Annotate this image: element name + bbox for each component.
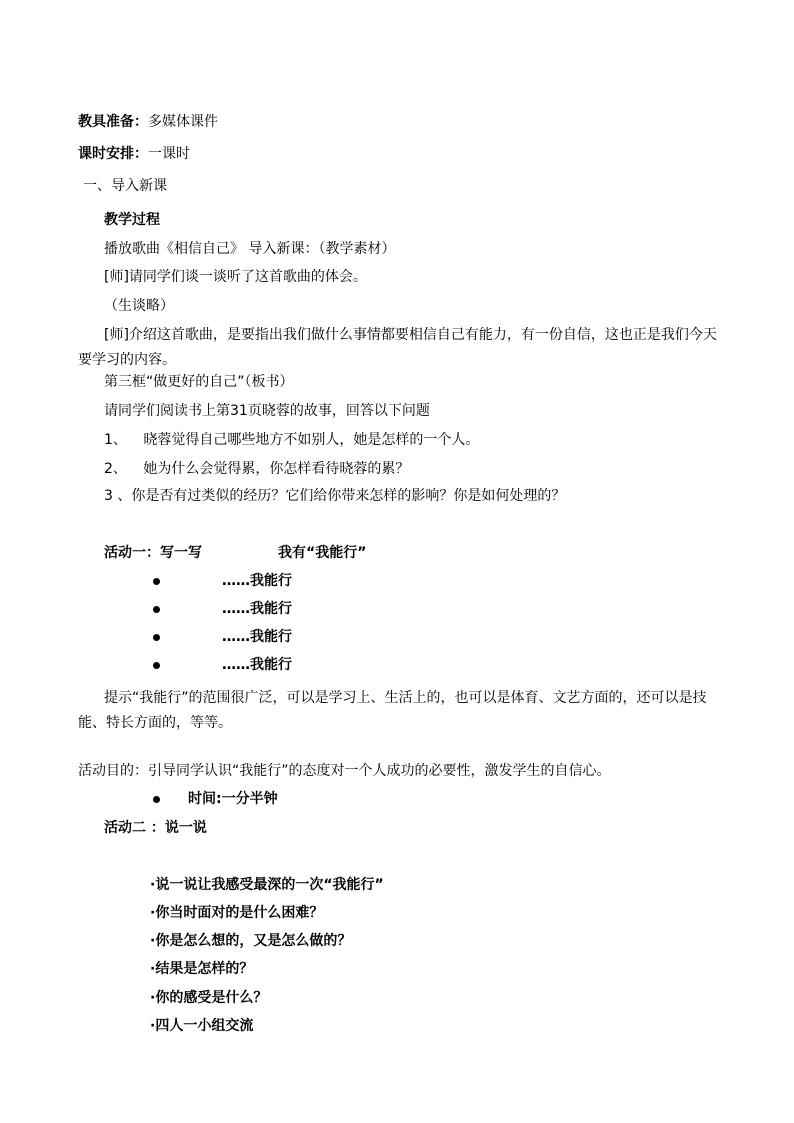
activity2-item: ·四人一小组交流 (150, 1018, 254, 1034)
question-number: 1、 (104, 432, 127, 448)
activity-purpose: 活动目的：引导同学认识“我能行”的态度对一个人成功的必要性，激发学生的自信心。 (78, 763, 611, 779)
question-item (104, 459, 409, 479)
activity2-item: ·你的感受是什么？ (150, 990, 268, 1006)
bullet-icon (153, 578, 160, 585)
reading-task: 请同学们阅读书上第31页晓蓉的故事，回答以下问题 (104, 403, 430, 419)
activity1-subtitle: 我有“我能行” (278, 545, 367, 561)
activity1-item: ……我能行 (222, 657, 292, 673)
frame-title: 第三框“做更好的自己”（板书） (104, 374, 294, 390)
activity2-item: ·说一说让我感受最深的一次“我能行” (150, 877, 384, 893)
activity2-item: ·你是怎么想的，又是怎么做的？ (150, 933, 352, 949)
activity2-title: 活动二 ：说一说 (104, 820, 207, 836)
process-line: [师]请同学们谈一谈听了这首歌曲的体会。 (104, 269, 367, 285)
question-item (104, 486, 565, 506)
question-item (104, 430, 479, 450)
question-text: 晓蓉觉得自己哪些地方不如别人，她是怎样的一个人。 (143, 432, 480, 448)
section-title: 一、导入新课 (83, 178, 167, 194)
bullet-icon (153, 606, 160, 613)
question-text: 你是否有过类似的经历？它们给你带来怎样的影响？你是如何处理的？ (131, 488, 566, 504)
question-number: 2、 (104, 461, 127, 477)
activity-time: 时间:一分半钟 (188, 791, 278, 807)
tools-line (78, 112, 218, 132)
time-line (78, 144, 190, 164)
question-number: 3 、 (104, 488, 132, 504)
activity1-item: ……我能行 (222, 601, 292, 617)
activity1-hint: 提示“我能行”的范围很广泛，可以是学习上、生活上的，也可以是体育、文艺方面的，还可以是技能、特长方面的，等等。 (78, 690, 707, 731)
activity1-item: ……我能行 (222, 573, 292, 589)
process-title: 教学过程 (104, 212, 160, 228)
bullet-icon (153, 662, 160, 669)
question-text: 她为什么会觉得累，你怎样看待晓蓉的累？ (143, 461, 410, 477)
intro-paragraph: [师]介绍这首歌曲，是要指出我们做什么事情都要相信自己有能力，有一份自信，这也正是我们今天要学习的内容。 (78, 327, 717, 368)
tools-value: 多媒体课件 (148, 114, 218, 130)
activity1-item: ……我能行 (222, 629, 292, 645)
process-line: 播放歌曲《相信自己》 导入新课：（教学素材） (104, 241, 396, 257)
activity2-item: ·结果是怎样的？ (150, 961, 254, 977)
activity1-title: 活动一：写一写 (104, 545, 202, 561)
process-line: （生谈略） (104, 298, 174, 314)
activity2-item: ·你当时面对的是什么困难？ (150, 905, 324, 921)
bullet-icon (153, 634, 160, 641)
tools-label: 教具准备： (78, 114, 148, 130)
time-value: 一课时 (148, 146, 190, 162)
time-label: 课时安排： (78, 146, 148, 162)
bullet-icon (153, 796, 160, 803)
